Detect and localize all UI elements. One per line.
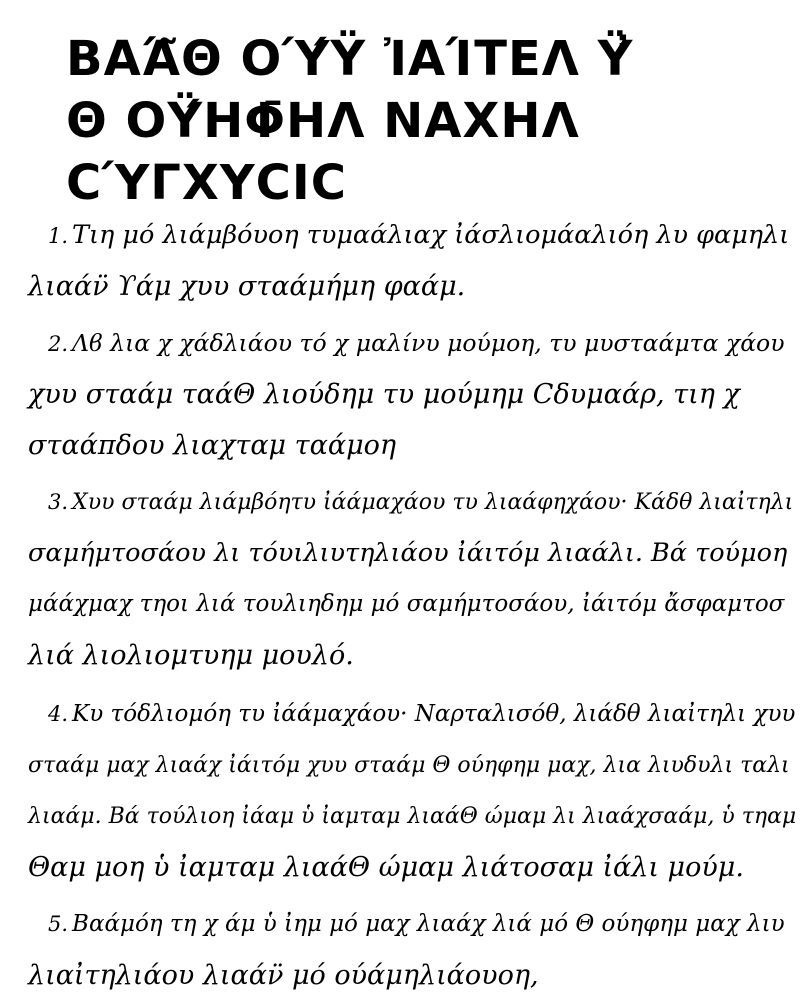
paragraph-number: 5. — [48, 912, 69, 936]
paragraph-text: Βαάμόη τη χ άμ ὑ ἰημ μό μαχ λιαάχ λιά μό Θ ούηφημ μαχ λιυ — [72, 911, 785, 937]
paragraph-5 — [28, 899, 798, 1001]
title-line: Θ ΟΫ́ΗΦ̄ΗΛ ΝΑΧΗΛ — [66, 93, 580, 149]
paragraph-line: σταάπδου λιαχταμ ταάμοη — [28, 430, 397, 461]
paragraph-3 — [28, 477, 798, 681]
paragraph-text: Κυ τόδλιομόη τυ ἰάάμαχάου· Ναρταλισόθ, λιάδθ λιαἰτηλι χυυ — [72, 701, 796, 727]
paragraph-1 — [28, 210, 798, 312]
paragraph-text: Χυυ σταάμ λιάμβόητυ ἰάάμαχάου τυ λιαάφηχάου· Κάδθ λιαἰτηλι — [72, 490, 794, 515]
document-body — [28, 210, 798, 1001]
paragraph-line — [28, 689, 798, 740]
paragraph-line: Θαμ μοη ὑ ἰαμταμ λιαάΘ ώμαμ λιάτοσαμ ἰάλι μούμ. — [28, 852, 744, 883]
paragraph-text: Τιη μό λιάμβόυοη τυμαάλιαχ ἰάσλιομάαλιόη λυ φαμηλι — [72, 220, 790, 250]
paragraph-line: λιαἰτηλιάου λιαάν̈ μό ούάμηλιάουοη, — [28, 960, 539, 991]
paragraph-line — [28, 210, 798, 261]
title-line: ΒΑΆ̃Θ ΟΎ́Ϋ ἸΑΊΤΕΛ Ϋ̓ — [66, 31, 634, 87]
paragraph-line: λιαάμ. Βά τούλιοη ἰάαμ ὑ ἰαμταμ λιαάΘ ώμαμ λι λιαάχσαάμ, ὑ τηαμ — [28, 804, 797, 829]
paragraph-4 — [28, 689, 798, 893]
paragraph-line: μάάχμαχ τηοι λιά τουλιηδημ μό σαμήμτοσάου, ἰάιτόμ ἄσφαμτοσ — [28, 591, 785, 617]
paragraph-text: Λϐ λια χ χάδλιάου τό χ μαλίνυ μούμοη, τυ μυσταάμτα χάου — [72, 329, 785, 357]
paragraph-line — [28, 899, 798, 950]
paragraph-number: 1. — [48, 224, 69, 248]
paragraph-line: λιά λιολιομτυημ μουλό. — [28, 640, 354, 671]
paragraph-line: λιαάν̈ ϒάμ χυυ σταάμήμη φαάμ. — [28, 271, 466, 302]
paragraph-number: 4. — [48, 702, 69, 726]
paragraph-number: 2. — [48, 332, 69, 356]
paragraph-line — [28, 318, 798, 369]
paragraph-line: χυυ σταάμ ταάΘ λιούδημ τυ μούμημ Cδυμαάρ, τιη χ — [28, 379, 740, 410]
title-line: CΎΓΧΥCΙC — [66, 155, 347, 211]
paragraph-line: σαμήμτοσάου λι τόυιλιυτηλιάου ἰάιτόμ λιαάλι. Βά τούμοη — [28, 538, 788, 568]
paragraph-number: 3. — [48, 490, 69, 514]
paragraph-line: σταάμ μαχ λιαάχ ἰάιτόμ χυυ σταάμ Θ ούηφημ μαχ, λια λιυδυλι ταλι — [28, 753, 790, 778]
paragraph-line — [28, 477, 798, 528]
paragraph-2 — [28, 318, 798, 471]
document-title — [66, 28, 766, 214]
